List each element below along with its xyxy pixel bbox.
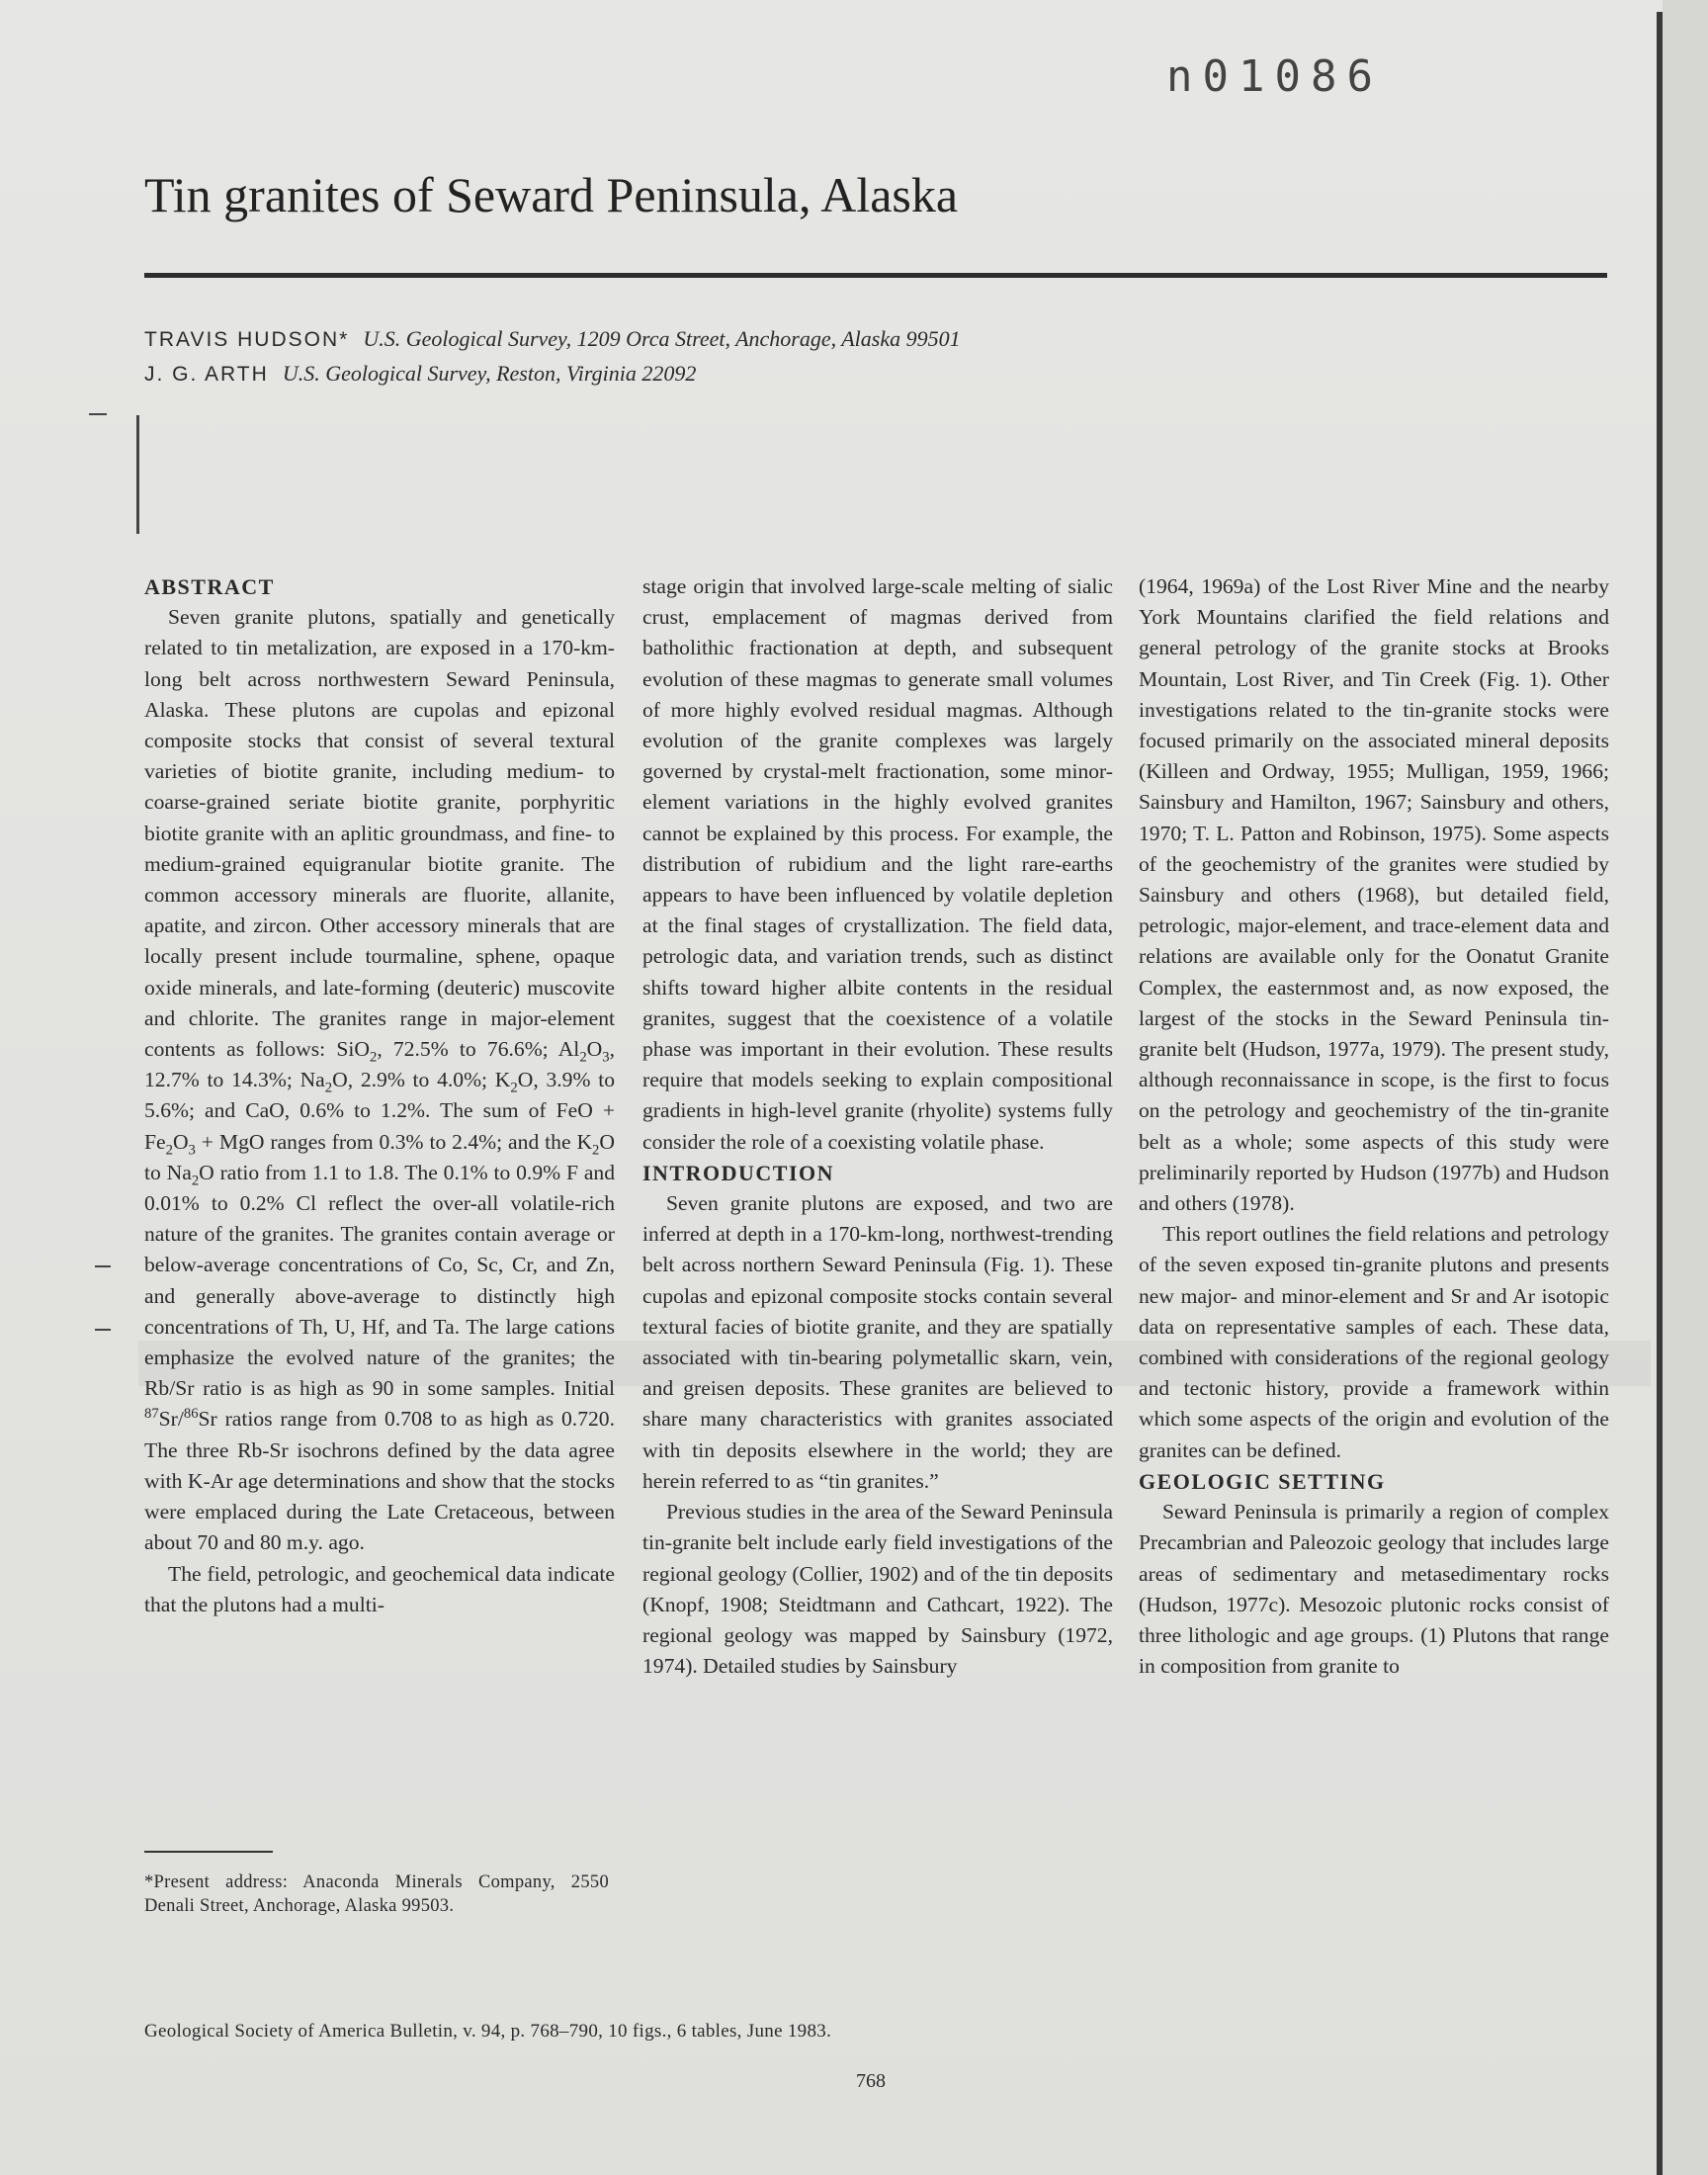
page-number: 768	[856, 2070, 886, 2092]
title-rule	[144, 273, 1607, 278]
geologic-setting-heading: GEOLOGIC SETTING	[1139, 1468, 1386, 1494]
abstract-continuation: stage origin that involved large-scale melting of sialic crust, emplacement of magmas derived from batholithic fractionation at depth, and subsequent evolution of these magmas to generate small volumes of more highly evolved residual magmas. Although evolution of the granite complexes was largely governed by crystal-melt fractionation, some minor-element variations in the highly evolved granites cannot be explained by this process. For example, the distribution of rubidium and the light rare-earths appears to have been influenced by volatile depletion at the final stages of crystallization. The field data, petrologic data, and variation trends, such as distinct shifts toward higher albite contents in the residual granites, suggest that the coexistence of a volatile phase was important in their evolution. These results require that models seeking to explain compositional gradients in high-level granite (rhyolite) systems fully consider the role of a coexisting volatile phase.	[642, 574, 1113, 1154]
scan-mark	[89, 413, 107, 415]
author-block	[144, 322, 961, 392]
document-stamp: n01086	[1166, 51, 1383, 102]
abstract-paragraph: The field, petrologic, and geochemical data indicate that the plutons had a multi-	[144, 1561, 615, 1616]
abstract-heading: ABSTRACT	[144, 574, 275, 599]
scan-mark	[95, 1265, 111, 1267]
abstract-paragraph: Seven granite plutons, spatially and genetically related to tin metalization, are exposed in a 170-km-long belt across northwestern Seward Peninsula, Alaska. These plutons are cupolas and epizonal composite stocks that consist of several textural varieties of biotite granite, including medium- to coarse-grained seriate biotite granite, porphyritic biotite granite with an aplitic groundmass, and fine- to medium-grained equigranular biotite granite. The common accessory minerals are fluorite, allanite, apatite, and zircon. Other accessory minerals that are locally present include tourmaline, sphene, opaque oxide minerals, and late-forming (deuteric) muscovite and chlorite. The granites range in major-element contents as follows: SiO$_2$, 72.5% to 76.6%; $Al_2O_3$, 12.7% to 14.3%; $Na_2O$, 2.9% to 4.0%; $K_2O$, 3.9% to 5.6%; and CaO, 0.6% to 1.2%. The sum of FeO + $Fe_2O_3$ + MgO ranges from 0.3% to 2.4%; and the $K_2O$ to $Na_2O$ ratio from 1.1 to 1.8. The 0.1% to 0.9% F and 0.01% to 0.2% Cl reflect the over-all volatile-rich nature of the granites. The granites contain average or below-average concentrations of Co, Sc, Cr, and Zn, and generally above-average to distinctly high concentrations of Th, U, Hf, and Ta. The large cations emphasize the evolved nature of the granites; the Rb/Sr ratio is as high as 90 in some samples. Initial $^{87}$Sr/$^{86}$Sr ratios range from 0.708 to as high as 0.720. The three Rb-Sr isochrons defined by the data agree with K-Ar age determinations and show that the stocks were emplaced during the Late Cretaceous, between about 70 and 80 m.y. ago.	[144, 605, 616, 1555]
introduction-paragraph: Seven granite plutons are exposed, and two are inferred at depth in a 170-km-long, northwest-trending belt across northern Seward Peninsula (Fig. 1). These cupolas and epizonal composite stocks contain several textural facies of biotite granite, and they are spatially associated with tin-bearing polymetallic skarn, vein, and greisen deposits. These granites are believed to share many characteristics with granites associated with tin deposits elsewhere in the world; they are herein referred to as “tin granites.”	[642, 1191, 1113, 1493]
column-3	[1139, 571, 1609, 1682]
introduction-paragraph: Previous studies in the area of the Seward Peninsula tin-granite belt include early field investigations of the regional geology (Collier, 1902) and of the tin deposits (Knopf, 1908; Steidtmann and Cathcart, 1922). The regional geology was mapped by Sainsbury (1972, 1974). Detailed studies by Sainsbury	[642, 1500, 1113, 1679]
geologic-setting-paragraph: Seward Peninsula is primarily a region of complex Precambrian and Paleozoic geology that includes large areas of sedimentary and metasedimentary rocks (Hudson, 1977c). Mesozoic plutonic rocks consist of three lithologic and age groups. (1) Plutons that range in composition from granite to	[1139, 1500, 1609, 1679]
footnote: *Present address: Anaconda Minerals Company, 2550 Denali Street, Anchorage, Alaska 99503.	[144, 1872, 609, 1916]
footnote-rule	[144, 1851, 273, 1853]
column-1	[144, 571, 615, 1620]
author-name: TRAVIS HUDSON*	[144, 328, 350, 351]
author-affiliation: U.S. Geological Survey, Reston, Virginia 22092	[282, 361, 697, 386]
author-affiliation: U.S. Geological Survey, 1209 Orca Street, Anchorage, Alaska 99501	[363, 326, 961, 351]
author-line	[144, 322, 961, 357]
scan-edge-line	[1657, 12, 1663, 2175]
paper-title: Tin granites of Seward Peninsula, Alaska	[144, 167, 959, 222]
introduction-heading: INTRODUCTION	[642, 1160, 835, 1185]
introduction-paragraph: This report outlines the field relations and petrology of the seven exposed tin-granite plutons and presents new major- and minor-element and Sr and Ar isotopic data on representative samples of each. These data, combined with considerations of the regional geology and tectonic history, provide a framework within which some aspects of the origin and evolution of the granites can be defined.	[1139, 1222, 1609, 1462]
introduction-continuation: (1964, 1969a) of the Lost River Mine and the nearby York Mountains clarified the field relations and general petrology of the granite stocks at Brooks Mountain, Lost River, and Tin Creek (Fig. 1). Other investigations related to the tin-granite stocks were focused primarily on the associated mineral deposits (Killeen and Ordway, 1955; Mulligan, 1959, 1966; Sainsbury and Hamilton, 1967; Sainsbury and others, 1970; T. L. Patton and Robinson, 1975). Some aspects of the geochemistry of the granites were studied by Sainsbury and others (1968), but detailed field, petrologic, major-element, and trace-element data and relations are available only for the Oonatut Granite Complex, the easternmost and, as now exposed, the largest of the stocks in the Seward Peninsula tin-granite belt (Hudson, 1977a, 1979). The present study, although reconnaissance in scope, is the first to focus on the petrology and geochemistry of the tin-granite belt as a whole; some aspects of this study were preliminarily reported by Hudson (1977b) and Hudson and others (1978).	[1139, 574, 1609, 1216]
author-line	[144, 357, 961, 392]
scan-margin	[1663, 0, 1708, 2175]
author-name: J. G. ARTH	[144, 363, 269, 386]
scan-mark	[95, 1329, 111, 1331]
citation-line: Geological Society of America Bulletin, v. 94, p. 768–790, 10 figs., 6 tables, June 1983.	[144, 2021, 832, 2042]
column-2	[642, 571, 1113, 1682]
scan-mark	[136, 415, 139, 534]
